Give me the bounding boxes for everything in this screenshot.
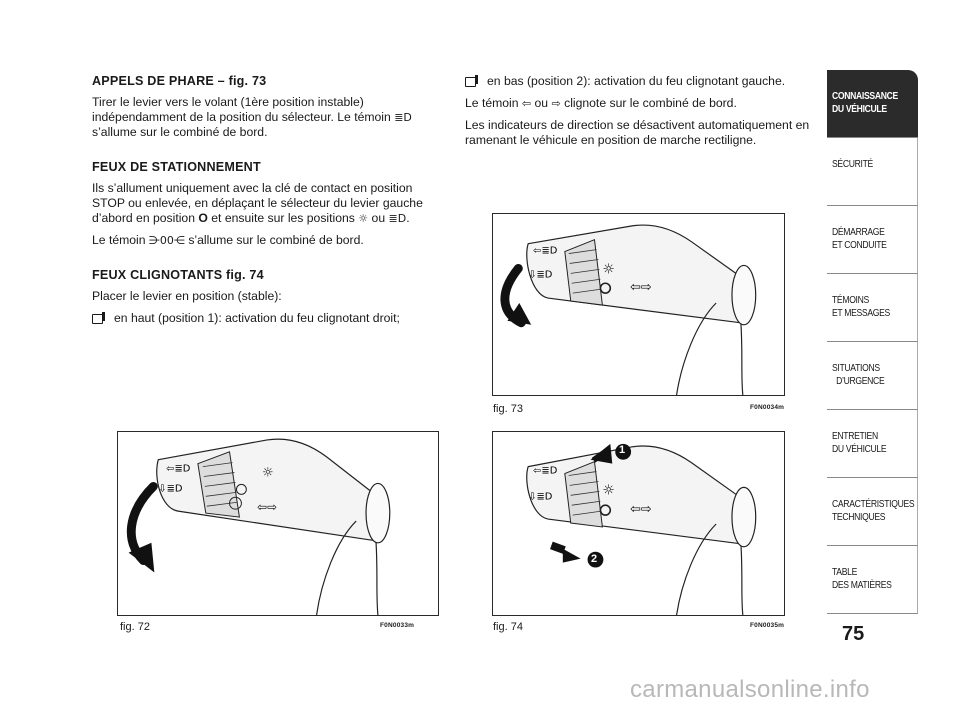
tab-temoins-et-messages[interactable] [827, 274, 918, 342]
position-1-label: 1 [619, 444, 626, 456]
svg-text:⇦≣D: ⇦≣D [533, 465, 558, 477]
text: et ensuite sur les positions [211, 211, 355, 225]
section-title: FEUX CLIGNOTANTS fig. 74 [92, 268, 264, 282]
paragraph [92, 233, 440, 248]
parking-light-icon: ⋺00⋲ [148, 234, 185, 247]
figure-code: F0N0033m [380, 622, 415, 629]
lever-drawing [118, 432, 438, 615]
figure-caption: fig. 74 [493, 621, 523, 633]
svg-text:⇦≣D: ⇦≣D [533, 245, 558, 257]
tab-situations-d-urgence[interactable] [827, 342, 918, 410]
lever-drawing [493, 214, 784, 395]
text: Le témoin [92, 233, 146, 247]
position-2-label: 2 [591, 553, 598, 565]
section-feux-stationnement [92, 160, 440, 248]
tab-label: CONNAISSANCE DU VÉHICULE [832, 90, 898, 115]
svg-text:☼: ☼ [602, 261, 615, 278]
bullet-item [465, 74, 810, 89]
text: ou [371, 211, 386, 225]
high-beam-icon: ≣D [394, 111, 412, 124]
section-feux-clignotants [92, 268, 440, 326]
text: s’allume sur le combiné de bord. [92, 125, 268, 139]
tab-label: SÉCURITÉ [832, 158, 873, 170]
tab-label: TABLE DES MATIÈRES [832, 566, 892, 591]
svg-text:⇦⇨: ⇦⇨ [630, 502, 652, 518]
text: Ils s’allument uniquement avec la clé de contact en position STOP ou enlevée, en déplaçant le sélecteur du levier gauche d’abord en position [92, 181, 423, 225]
svg-text:⇩≣D: ⇩≣D [528, 269, 553, 281]
svg-text:⇩≣D: ⇩≣D [528, 491, 553, 503]
checkbox-bullet-icon [465, 77, 476, 87]
tab-entretien-du-vehicule[interactable] [827, 410, 918, 478]
high-beam-icon: ≣D [388, 212, 407, 225]
paragraph: Les indicateurs de direction se désactivent automatiquement en ramenant le véhicule en position de marche rectiligne. [465, 118, 810, 147]
section-title: FEUX DE STATIONNEMENT [92, 160, 261, 174]
tab-label: SITUATIONS D’URGENCE [832, 362, 885, 387]
tab-label: CARACTÉRISTIQUES TECHNIQUES [832, 498, 915, 523]
tab-label: ENTRETIEN DU VÉHICULE [832, 430, 887, 455]
text: Tirer le levier vers le volant (1ère position instable) indépendamment de la position du sélecteur. Le témoin [92, 95, 391, 124]
svg-text:⇦⇨: ⇦⇨ [257, 500, 278, 515]
text: ou [534, 96, 549, 110]
bullet-item [92, 311, 440, 326]
figure-code: F0N0035m [750, 622, 785, 629]
svg-text:⇦≣D: ⇦≣D [166, 463, 191, 475]
period: . [406, 211, 410, 225]
section-appels-de-phare [92, 74, 440, 140]
text: clignote sur le combiné de bord. [564, 96, 737, 110]
o-position-icon: O [198, 211, 208, 225]
text: s’allume sur le combiné de bord. [188, 233, 364, 247]
figure-72-lever-illustration [117, 431, 439, 616]
left-column [92, 74, 440, 346]
tab-caracteristiques-techniques[interactable] [827, 478, 918, 546]
paragraph [465, 96, 810, 111]
figure-caption: fig. 73 [493, 403, 523, 415]
figure-74-lever-illustration [492, 431, 785, 616]
paragraph: Placer le levier en position (stable): [92, 289, 282, 303]
paragraph [92, 181, 440, 226]
tab-label: TÉMOINS ET MESSAGES [832, 294, 890, 319]
tab-demarrage-et-conduite[interactable] [827, 206, 918, 274]
svg-text:☼: ☼ [262, 465, 274, 481]
svg-text:☼: ☼ [602, 482, 615, 499]
text: en bas (position 2): activation du feu clignotant gauche. [487, 74, 786, 88]
chapter-tabs [827, 70, 918, 614]
tab-securite[interactable] [827, 138, 918, 206]
text: en haut (position 1): activation du feu clignotant droit; [114, 311, 400, 325]
svg-text:⇩≣D: ⇩≣D [158, 483, 183, 495]
lever-drawing [493, 432, 784, 615]
figure-73-lever-illustration [492, 213, 785, 396]
page-number: 75 [842, 623, 865, 645]
left-arrow-icon: ⇦ [521, 97, 532, 110]
text: Le témoin [465, 96, 519, 110]
right-arrow-icon: ⇨ [551, 97, 561, 110]
section-title: APPELS DE PHARE – fig. 73 [92, 74, 267, 88]
paragraph [92, 95, 440, 140]
figure-code: F0N0034m [750, 404, 785, 411]
tab-label: DÉMARRAGE ET CONDUITE [832, 226, 887, 251]
svg-text:⇦⇨: ⇦⇨ [630, 280, 652, 296]
figure-caption: fig. 72 [120, 621, 150, 633]
checkbox-bullet-icon [92, 314, 103, 324]
tab-table-des-matieres[interactable] [827, 546, 918, 614]
right-column [465, 74, 810, 155]
tab-connaissance-du-vehicule[interactable] [827, 70, 918, 138]
watermark: carmanualsonline.info [630, 676, 870, 703]
sun-icon: ☼ [358, 212, 369, 225]
